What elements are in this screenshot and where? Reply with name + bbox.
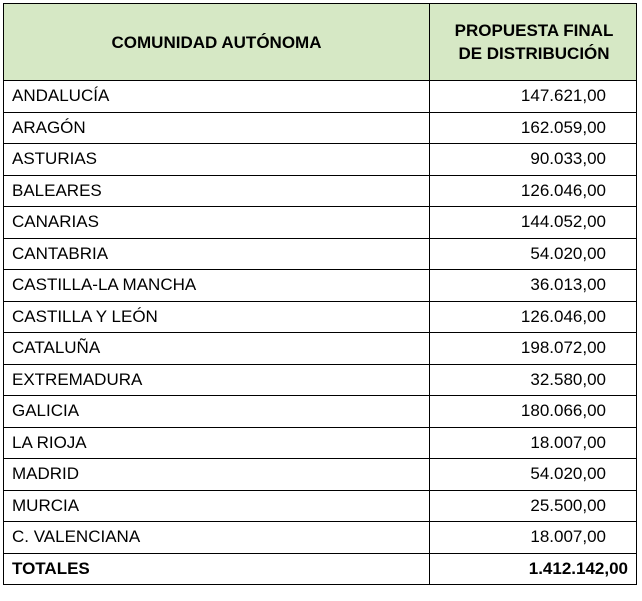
region-value: 25.500,00 (430, 490, 637, 522)
region-value: 126.046,00 (430, 301, 637, 333)
table-row (4, 270, 637, 302)
region-name: BALEARES (4, 175, 430, 207)
header-region: COMUNIDAD AUTÓNOMA (4, 4, 430, 81)
table-row (4, 364, 637, 396)
region-value: 180.066,00 (430, 396, 637, 428)
region-name: MURCIA (4, 490, 430, 522)
distribution-table (3, 3, 637, 585)
region-value: 162.059,00 (430, 112, 637, 144)
region-value: 198.072,00 (430, 333, 637, 365)
region-value: 126.046,00 (430, 175, 637, 207)
table-row (4, 490, 637, 522)
region-name: CASTILLA Y LEÓN (4, 301, 430, 333)
region-name: CATALUÑA (4, 333, 430, 365)
region-value: 18.007,00 (430, 427, 637, 459)
region-value: 54.020,00 (430, 459, 637, 491)
region-name: ANDALUCÍA (4, 81, 430, 113)
table-row (4, 333, 637, 365)
region-name: EXTREMADURA (4, 364, 430, 396)
totals-label: TOTALES (4, 553, 430, 585)
table-row (4, 175, 637, 207)
table-row (4, 301, 637, 333)
distribution-table-container (3, 3, 637, 585)
header-proposal-line2: DE DISTRIBUCIÓN (458, 44, 610, 63)
table-row (4, 459, 637, 491)
table-row (4, 81, 637, 113)
region-name: LA RIOJA (4, 427, 430, 459)
region-name: MADRID (4, 459, 430, 491)
region-value: 147.621,00 (430, 81, 637, 113)
totals-value: 1.412.142,00 (430, 553, 637, 585)
region-name: CANTABRIA (4, 238, 430, 270)
table-row (4, 207, 637, 239)
region-name: C. VALENCIANA (4, 522, 430, 554)
table-row (4, 427, 637, 459)
region-value: 144.052,00 (430, 207, 637, 239)
region-name: GALICIA (4, 396, 430, 428)
region-value: 18.007,00 (430, 522, 637, 554)
table-row (4, 396, 637, 428)
region-name: ARAGÓN (4, 112, 430, 144)
table-row (4, 144, 637, 176)
header-proposal-line1: PROPUESTA FINAL (454, 21, 614, 40)
totals-row (4, 553, 637, 585)
region-value: 32.580,00 (430, 364, 637, 396)
region-name: ASTURIAS (4, 144, 430, 176)
header-row (4, 4, 637, 81)
header-proposal (430, 4, 637, 81)
region-name: CANARIAS (4, 207, 430, 239)
table-row (4, 238, 637, 270)
region-value: 54.020,00 (430, 238, 637, 270)
region-value: 90.033,00 (430, 144, 637, 176)
table-row (4, 522, 637, 554)
region-value: 36.013,00 (430, 270, 637, 302)
table-row (4, 112, 637, 144)
region-name: CASTILLA-LA MANCHA (4, 270, 430, 302)
